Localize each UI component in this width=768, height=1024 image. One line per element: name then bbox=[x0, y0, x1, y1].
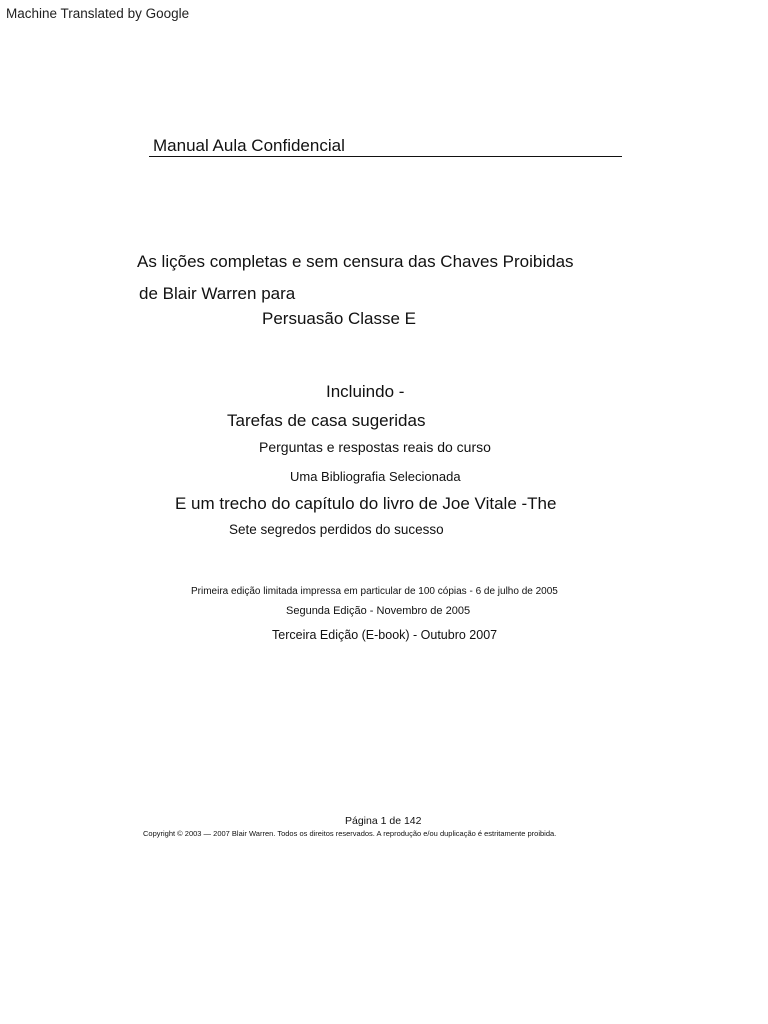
including-item-homework: Tarefas de casa sugeridas bbox=[227, 411, 426, 430]
machine-translation-banner: Machine Translated by Google bbox=[6, 6, 190, 21]
copyright-notice: Copyright © 2003 — 2007 Blair Warren. Todos os direitos reservados. A reprodução e/ou duplicação é estritamente proibida. bbox=[143, 829, 557, 838]
header-underline-rule bbox=[149, 156, 622, 157]
including-item-excerpt: E um trecho do capítulo do livro de Joe Vitale -The bbox=[175, 494, 557, 513]
including-heading: Incluindo - bbox=[326, 382, 405, 401]
including-item-bibliography: Uma Bibliografia Selecionada bbox=[290, 469, 461, 484]
subtitle-line-1: As lições completas e sem censura das Chaves Proibidas bbox=[137, 252, 574, 271]
including-item-qa: Perguntas e respostas reais do curso bbox=[259, 439, 491, 455]
edition-second: Segunda Edição - Novembro de 2005 bbox=[286, 605, 471, 617]
subtitle-line-2: de Blair Warren para bbox=[139, 284, 296, 303]
subtitle-line-3: Persuasão Classe E bbox=[262, 309, 417, 328]
including-item-excerpt-title: Sete segredos perdidos do sucesso bbox=[229, 522, 444, 537]
edition-first: Primeira edição limitada impressa em particular de 100 cópias - 6 de julho de 2005 bbox=[191, 586, 558, 597]
page-number: Página 1 de 142 bbox=[345, 815, 422, 827]
edition-third: Terceira Edição (E-book) - Outubro 2007 bbox=[272, 628, 498, 642]
document-header-title: Manual Aula Confidencial bbox=[153, 136, 345, 155]
